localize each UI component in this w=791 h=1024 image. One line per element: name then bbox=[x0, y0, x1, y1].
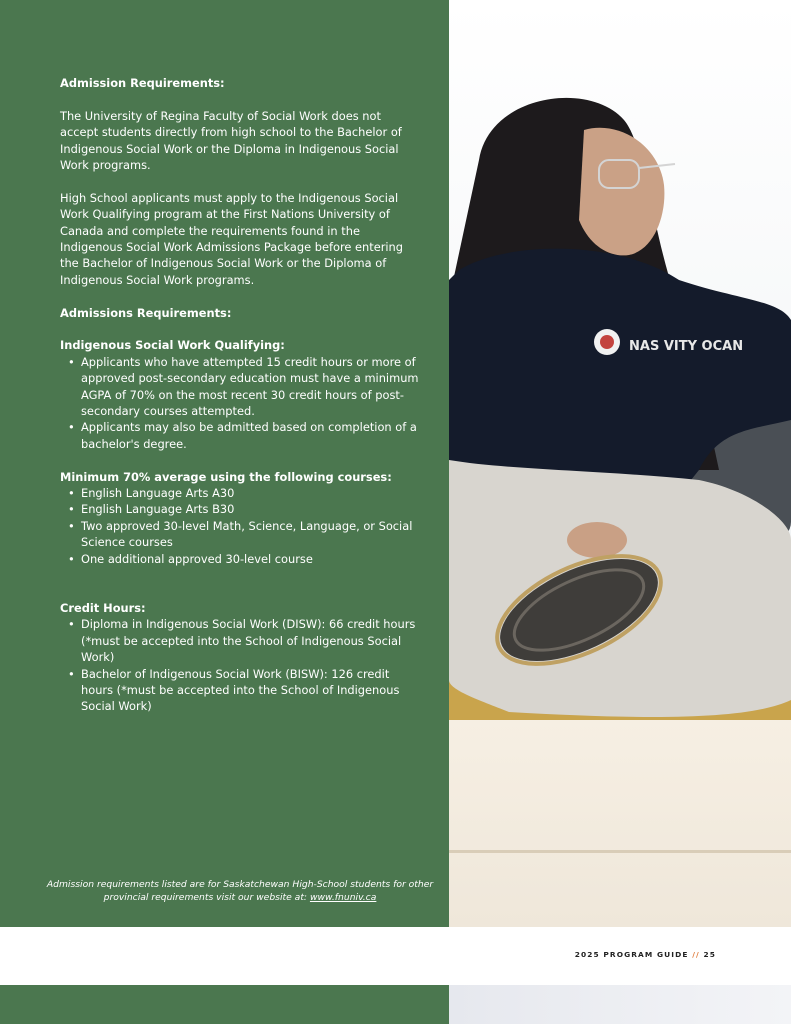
page-number: 25 bbox=[703, 950, 716, 959]
student-photo-illustration bbox=[449, 0, 791, 927]
list-item: • Bachelor of Indigenous Social Work (BISW): 126 credit hours (*must be accepted into the School of Indigenous Social Work) bbox=[81, 666, 422, 715]
website-link[interactable]: www.fnuniv.ca bbox=[309, 891, 377, 903]
admissions-requirements-heading: Admissions Requirements: bbox=[60, 305, 232, 320]
list-item: • English Language Arts B30 bbox=[81, 501, 422, 517]
list-item: • Two approved 30-level Math, Science, Language, or Social Science courses bbox=[81, 518, 422, 551]
admission-paragraph-2: High School applicants must apply to the Indigenous Social Work Qualifying program at the First Nations University of Canada and complete the requirements found in the Indigenous Social Work Admissions Package before entering the Bachelor of Indigenous Social Work or the Diploma of Indigenous Social Work programs. bbox=[60, 190, 404, 287]
list-item: • Applicants may also be admitted based on completion of a bachelor's degree. bbox=[81, 419, 422, 452]
footnote-text: Admission requirements listed are for Saskatchewan High-School students for other provincial requirements visit our website at: bbox=[46, 879, 434, 903]
footer-separator: // bbox=[692, 950, 700, 959]
program-guide-label: 2025 PROGRAM GUIDE bbox=[574, 950, 689, 959]
qualifying-heading: Indigenous Social Work Qualifying: bbox=[60, 338, 285, 353]
bottom-green-strip bbox=[0, 985, 449, 1024]
credit-hours-heading: Credit Hours: bbox=[60, 600, 146, 615]
admission-paragraph-1: The University of Regina Faculty of Social Work does not accept students directly from high school to the Bachelor of Indigenous Social Work or the Diploma in Indigenous Social Work programs. bbox=[60, 108, 402, 173]
list-item: • English Language Arts A30 bbox=[81, 485, 422, 501]
list-item: • Diploma in Indigenous Social Work (DISW): 66 credit hours (*must be accepted into the School of Indigenous Social Work) bbox=[81, 616, 422, 665]
courses-list bbox=[60, 485, 422, 567]
admission-heading: Admission Requirements: bbox=[60, 76, 225, 90]
student-photo bbox=[449, 0, 791, 927]
qualifying-list bbox=[60, 354, 422, 452]
page-footer bbox=[575, 950, 716, 959]
admission-footnote bbox=[40, 879, 440, 904]
bottom-photo-strip bbox=[449, 985, 791, 1024]
credit-hours-list bbox=[60, 616, 422, 714]
admission-content bbox=[60, 75, 422, 715]
list-item: • One additional approved 30-level course bbox=[81, 551, 422, 567]
courses-heading: Minimum 70% average using the following courses: bbox=[60, 469, 392, 484]
list-item: • Applicants who have attempted 15 credit hours or more of approved post-secondary education must have a minimum AGPA of 70% on the most recent 30 credit hours of post-secondary courses attempted. bbox=[81, 354, 422, 420]
sweatshirt-lettering: NAS VITY OCAN bbox=[629, 339, 744, 354]
